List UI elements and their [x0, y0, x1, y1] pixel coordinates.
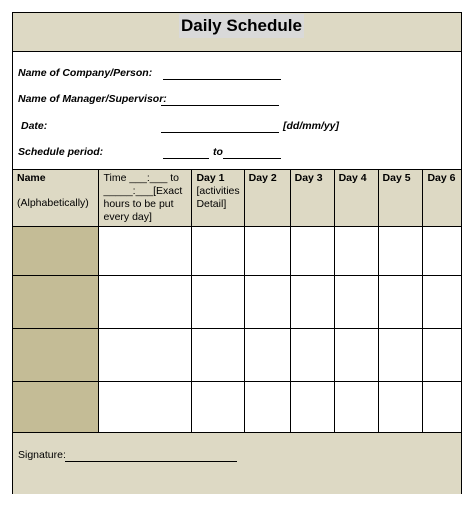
name-header-label: Name — [17, 172, 46, 184]
day1-cell[interactable] — [192, 276, 244, 329]
signature-section — [13, 432, 461, 494]
day5-cell[interactable] — [378, 276, 423, 329]
day4-cell[interactable] — [334, 382, 378, 438]
name-cell[interactable] — [13, 382, 99, 438]
day1-column-header — [192, 170, 244, 227]
day3-cell[interactable] — [290, 382, 334, 438]
day1-header-label: Day 1 — [196, 172, 225, 184]
table-row — [13, 276, 461, 329]
name-cell[interactable] — [13, 329, 99, 382]
day5-cell[interactable] — [378, 329, 423, 382]
name-cell[interactable] — [13, 227, 99, 276]
day2-header-label: Day 2 — [248, 172, 277, 184]
signature-label: Signature: — [18, 449, 66, 461]
day1-cell[interactable] — [192, 227, 244, 276]
time-header-label: Time ___:___ to _____:___[Exact hours to be put every day] — [103, 172, 183, 223]
info-section — [13, 52, 461, 170]
day2-cell[interactable] — [244, 227, 290, 276]
day3-cell[interactable] — [290, 227, 334, 276]
period-to-label: to — [213, 146, 223, 158]
time-cell[interactable] — [99, 329, 192, 382]
table-row — [13, 382, 461, 438]
period-end-field[interactable] — [223, 158, 281, 159]
period-start-field[interactable] — [163, 158, 209, 159]
time-cell[interactable] — [99, 382, 192, 438]
day5-header-label: Day 5 — [382, 172, 411, 184]
name-header-sublabel: (Alphabetically) — [17, 197, 89, 209]
manager-label: Name of Manager/Supervisor: — [18, 93, 167, 105]
company-field[interactable] — [163, 79, 281, 80]
day6-cell[interactable] — [423, 329, 461, 382]
day4-cell[interactable] — [334, 227, 378, 276]
day6-cell[interactable] — [423, 227, 461, 276]
company-label: Name of Company/Person: — [18, 67, 153, 79]
day6-column-header — [423, 170, 461, 227]
date-format-hint: [dd/mm/yy] — [283, 120, 340, 132]
time-cell[interactable] — [99, 227, 192, 276]
day1-cell[interactable] — [192, 329, 244, 382]
day3-cell[interactable] — [290, 276, 334, 329]
day4-cell[interactable] — [334, 276, 378, 329]
signature-field[interactable] — [65, 461, 237, 462]
name-cell[interactable] — [13, 276, 99, 329]
daily-schedule-sheet — [12, 12, 462, 494]
day5-cell[interactable] — [378, 227, 423, 276]
time-column-header — [99, 170, 192, 227]
day3-header-label: Day 3 — [294, 172, 323, 184]
day4-cell[interactable] — [334, 329, 378, 382]
date-field[interactable] — [161, 132, 279, 133]
day3-column-header — [290, 170, 334, 227]
schedule-table — [13, 169, 461, 438]
day3-cell[interactable] — [290, 329, 334, 382]
day6-header-label: Day 6 — [427, 172, 456, 184]
day5-column-header — [378, 170, 423, 227]
time-cell[interactable] — [99, 276, 192, 329]
day4-column-header — [334, 170, 378, 227]
page-title: Daily Schedule — [179, 14, 304, 38]
day6-cell[interactable] — [423, 276, 461, 329]
manager-field[interactable] — [161, 105, 279, 106]
table-header-row — [13, 170, 461, 227]
day2-cell[interactable] — [244, 382, 290, 438]
date-label: Date: — [21, 120, 48, 132]
table-row — [13, 227, 461, 276]
name-column-header — [13, 170, 99, 227]
day1-cell[interactable] — [192, 382, 244, 438]
day2-cell[interactable] — [244, 329, 290, 382]
day2-cell[interactable] — [244, 276, 290, 329]
table-row — [13, 329, 461, 382]
schedule-period-label: Schedule period: — [18, 146, 104, 158]
title-band — [13, 13, 461, 52]
day1-header-sublabel: [activities Detail] — [196, 185, 240, 210]
day4-header-label: Day 4 — [338, 172, 367, 184]
day5-cell[interactable] — [378, 382, 423, 438]
day6-cell[interactable] — [423, 382, 461, 438]
day2-column-header — [244, 170, 290, 227]
